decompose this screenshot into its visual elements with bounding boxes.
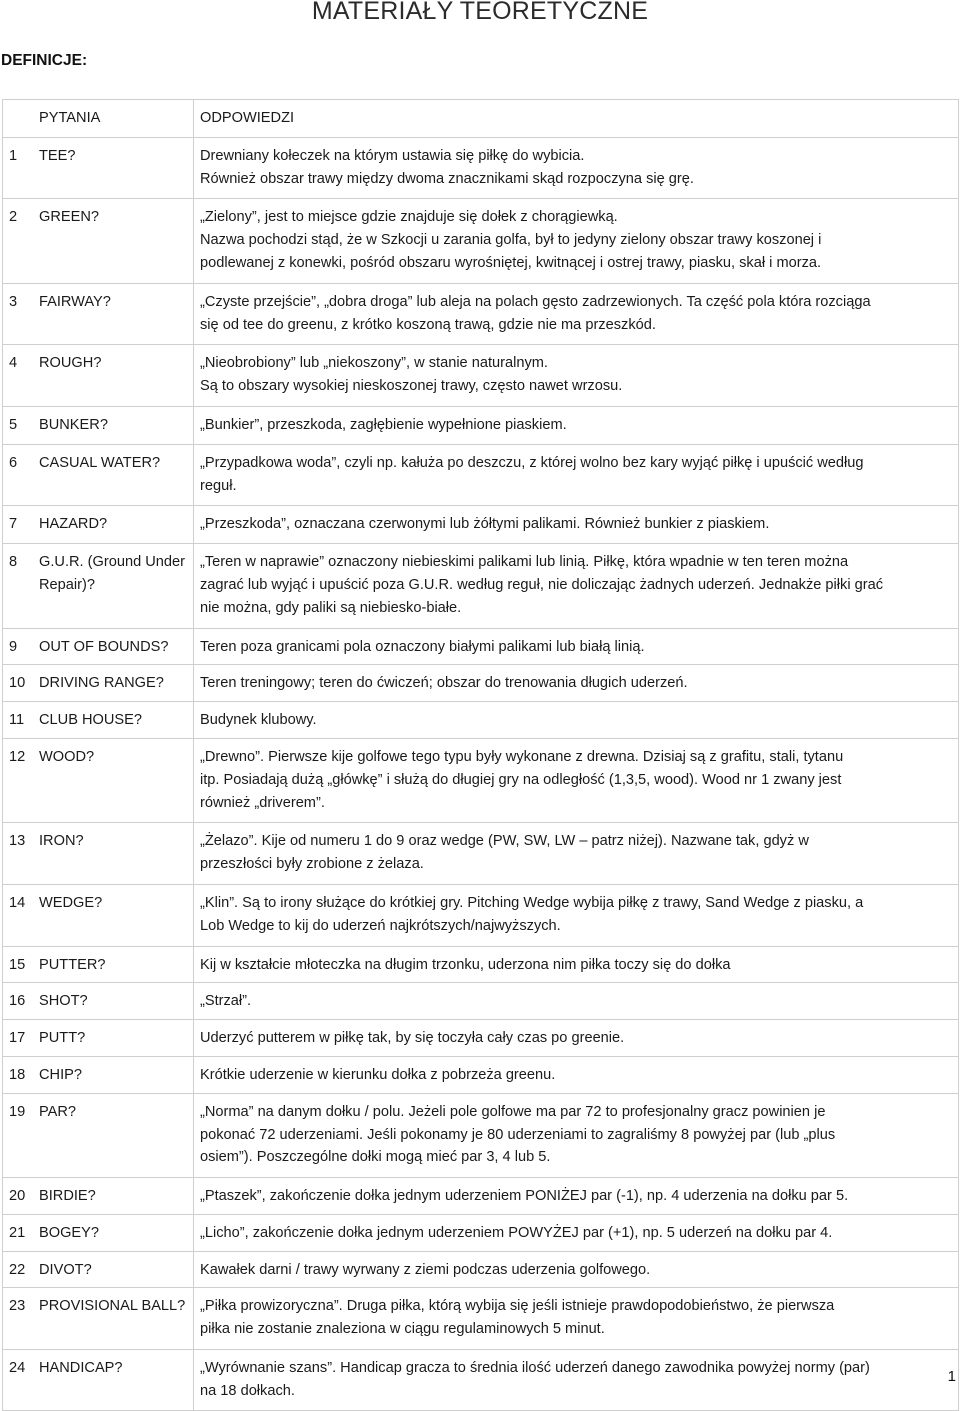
row-answer [194, 738, 959, 822]
row-number: 4 [3, 345, 40, 407]
row-answer [194, 946, 959, 983]
answer-line: „Wyrównanie szans”. Handicap gracza to średnia ilość uderzeń danego zawodnika powyżej normy (par) [200, 1360, 870, 1377]
answer-line: „Licho”, zakończenie dołka jednym uderzeniem POWYŻEJ par (+1), np. 5 uderzeń na dołku par 4. [200, 1224, 833, 1241]
row-number: 12 [3, 738, 40, 822]
section-label: DEFINICJE: [1, 52, 88, 69]
row-number: 22 [3, 1251, 40, 1288]
table-row [3, 1288, 959, 1350]
row-number: 14 [3, 884, 40, 946]
row-answer [194, 702, 959, 739]
table-row [3, 1214, 959, 1251]
answer-line: Kij w kształcie młoteczka na długim trzonku, uderzona nim piłka toczy się do dołka [200, 956, 731, 973]
answer-line: „Przeszkoda”, oznaczana czerwonymi lub żółtymi palikami. Również bunkier z piaskiem. [200, 516, 770, 533]
row-number: 13 [3, 823, 40, 885]
answer-line: „Strzał”. [200, 993, 252, 1010]
table-row [3, 345, 959, 407]
row-question: PAR? [39, 1093, 194, 1177]
answer-line: Krótkie uderzenie w kierunku dołka z pobrzeża greenu. [200, 1066, 556, 1083]
row-answer [194, 665, 959, 702]
row-number: 23 [3, 1288, 40, 1350]
answer-line: piłka nie zostanie znaleziona w ciągu regulaminowych 5 minut. [200, 1321, 605, 1338]
row-answer [194, 1093, 959, 1177]
answer-line: nie można, gdy paliki są niebiesko-białe. [200, 599, 462, 616]
row-answer [194, 1288, 959, 1350]
row-question: PROVISIONAL BALL? [39, 1288, 194, 1350]
answer-line: „Klin”. Są to irony służące do krótkiej gry. Pitching Wedge wybija piłkę z trawy, Sand Wedge z piasku, a [200, 894, 864, 911]
page-number: 1 [947, 1368, 956, 1385]
row-answer [194, 884, 959, 946]
table-row [3, 506, 959, 544]
row-answer [194, 1178, 959, 1215]
table-row [3, 199, 959, 283]
row-number: 11 [3, 702, 40, 739]
answer-line: Teren treningowy; teren do ćwiczeń; obszar do trenowania długich uderzeń. [200, 675, 688, 692]
row-answer [194, 1056, 959, 1093]
table-row [3, 628, 959, 665]
answer-line: „Zielony”, jest to miejsce gdzie znajduje się dołek z chorągiewką. [200, 209, 618, 226]
row-question: FAIRWAY? [39, 283, 194, 345]
table-row [3, 884, 959, 946]
table-row [3, 702, 959, 739]
answer-line: „Ptaszek”, zakończenie dołka jednym uderzeniem PONIŻEJ par (-1), np. 4 uderzenia na dołku par 5. [200, 1188, 849, 1205]
row-question: CHIP? [39, 1056, 194, 1093]
answer-line: „Przypadkowa woda”, czyli np. kałuża po deszczu, z której wolno bez kary wyjąć piłkę i upuścić według [200, 454, 864, 471]
answer-line: podlewanej z konewki, pośród obszaru wyrośniętej, kwitnącej i ostrej trawy, piasku, skał i morza. [200, 254, 822, 271]
row-number: 5 [3, 406, 40, 444]
row-number: 6 [3, 444, 40, 506]
row-question: GREEN? [39, 199, 194, 283]
row-question: WOOD? [39, 738, 194, 822]
row-answer [194, 506, 959, 544]
glossary-table-body [3, 100, 959, 1411]
row-number: 19 [3, 1093, 40, 1177]
row-answer [194, 823, 959, 885]
row-answer [194, 345, 959, 407]
answer-line: Lob Wedge to kij do uderzeń najkrótszych/najwyższych. [200, 917, 561, 934]
answer-line: Są to obszary wysokiej nieskoszonej trawy, często nawet wrzosu. [200, 378, 623, 395]
row-number: 2 [3, 199, 40, 283]
header-answer: ODPOWIEDZI [194, 100, 959, 138]
row-number: 21 [3, 1214, 40, 1251]
answer-line: na 18 dołkach. [200, 1382, 295, 1399]
row-question: ROUGH? [39, 345, 194, 407]
row-answer [194, 444, 959, 506]
row-question: BOGEY? [39, 1214, 194, 1251]
row-question: OUT OF BOUNDS? [39, 628, 194, 665]
row-question: BUNKER? [39, 406, 194, 444]
answer-line: „Nieobrobiony” lub „niekoszony”, w stanie naturalnym. [200, 355, 548, 372]
answer-line: Drewniany kołeczek na którym ustawia się piłkę do wybicia. [200, 147, 585, 164]
answer-line: „Żelazo”. Kije od numeru 1 do 9 oraz wedge (PW, SW, LW – patrz niżej). Nazwane tak, gdyż w [200, 833, 809, 850]
row-question: G.U.R. (Ground Under Repair)? [39, 544, 194, 628]
row-answer [194, 544, 959, 628]
answer-line: się od tee do greenu, z krótko koszoną trawą, gdzie nie ma przeszkód. [200, 316, 656, 333]
answer-line: pokonać 72 uderzeniami. Jeśli pokonamy je 80 uderzeniami to zagraliśmy 8 powyżej par (lub „plus [200, 1126, 836, 1143]
row-answer [194, 406, 959, 444]
row-question: IRON? [39, 823, 194, 885]
table-row [3, 406, 959, 444]
answer-line: Budynek klubowy. [200, 712, 317, 729]
row-number: 17 [3, 1020, 40, 1057]
row-question: BIRDIE? [39, 1178, 194, 1215]
row-question: CASUAL WATER? [39, 444, 194, 506]
table-row [3, 1056, 959, 1093]
table-row [3, 946, 959, 983]
page-title: MATERIAŁY TEORETYCZNE [311, 0, 649, 25]
answer-line: Kawałek darni / trawy wyrwany z ziemi podczas uderzenia golfowego. [200, 1261, 651, 1278]
table-row [3, 665, 959, 702]
row-answer [194, 1350, 959, 1411]
row-number: 8 [3, 544, 40, 628]
row-question: PUTT? [39, 1020, 194, 1057]
table-row [3, 444, 959, 506]
answer-line: Również obszar trawy między dwoma znacznikami skąd rozpoczyna się grę. [200, 170, 694, 187]
table-row [3, 1093, 959, 1177]
row-question: HANDICAP? [39, 1350, 194, 1411]
row-question: DRIVING RANGE? [39, 665, 194, 702]
row-number: 24 [3, 1350, 40, 1411]
row-question: SHOT? [39, 983, 194, 1020]
row-number: 9 [3, 628, 40, 665]
row-answer [194, 137, 959, 199]
table-row [3, 137, 959, 199]
row-number: 7 [3, 506, 40, 544]
answer-line: reguł. [200, 477, 237, 494]
answer-line: „Czyste przejście”, „dobra droga” lub aleja na polach gęsto zadrzewionych. Ta część pola która rozciąga [200, 293, 871, 310]
row-answer [194, 1251, 959, 1288]
answer-line: Nazwa pochodzi stąd, że w Szkocji u zarania golfa, był to jedyny zielony obszar trawy koszonej i [200, 232, 822, 249]
answer-line: „Teren w naprawie” oznaczony niebieskimi palikami lub linią. Piłkę, która wpadnie w ten teren można [200, 554, 849, 571]
row-question: WEDGE? [39, 884, 194, 946]
row-number: 18 [3, 1056, 40, 1093]
row-answer [194, 283, 959, 345]
row-question: TEE? [39, 137, 194, 199]
answer-line: zagrać lub wyjąć i upuścić poza G.U.R. według reguł, nie doliczając żadnych uderzeń. Jednakże piłki grać [200, 576, 884, 593]
answer-line: również „driverem”. [200, 794, 325, 811]
row-number: 3 [3, 283, 40, 345]
row-number: 10 [3, 665, 40, 702]
table-header-row [3, 100, 959, 138]
table-row [3, 823, 959, 885]
table-row [3, 1350, 959, 1411]
row-number: 16 [3, 983, 40, 1020]
glossary-table [2, 99, 959, 1411]
answer-line: Uderzyć putterem w piłkę tak, by się toczyła cały czas po greenie. [200, 1030, 625, 1047]
table-row [3, 1178, 959, 1215]
table-row [3, 544, 959, 628]
row-answer [194, 628, 959, 665]
row-answer [194, 199, 959, 283]
header-question: PYTANIA [39, 100, 194, 138]
row-question: PUTTER? [39, 946, 194, 983]
row-question: CLUB HOUSE? [39, 702, 194, 739]
answer-line: itp. Posiadają dużą „główkę” i służą do długiej gry na odległość (1,3,5, wood). Wood nr 1 zwany jest [200, 771, 842, 788]
row-number: 20 [3, 1178, 40, 1215]
table-row [3, 738, 959, 822]
row-question: HAZARD? [39, 506, 194, 544]
answer-line: „Piłka prowizoryczna”. Druga piłka, którą wybija się jeśli istnieje prawdopodobieństwo, że pierwsza [200, 1298, 835, 1315]
table-row [3, 1251, 959, 1288]
row-number: 15 [3, 946, 40, 983]
row-answer [194, 1214, 959, 1251]
answer-line: przeszłości były zrobione z żelaza. [200, 856, 424, 873]
answer-line: Teren poza granicami pola oznaczony białymi palikami lub białą linią. [200, 638, 645, 655]
row-answer [194, 1020, 959, 1057]
table-row [3, 1020, 959, 1057]
answer-line: „Bunkier”, przeszkoda, zagłębienie wypełnione piaskiem. [200, 416, 567, 433]
row-answer [194, 983, 959, 1020]
answer-line: osiem”). Poszczególne dołki mogą mieć par 3, 4 lub 5. [200, 1149, 551, 1166]
answer-line: „Drewno”. Pierwsze kije golfowe tego typu były wykonane z drewna. Dzisiaj są z grafitu, stali, tytanu [200, 748, 844, 765]
header-num [3, 100, 40, 138]
row-number: 1 [3, 137, 40, 199]
answer-line: „Norma” na danym dołku / polu. Jeżeli pole golfowe ma par 72 to profesjonalny gracz powinien je [200, 1103, 826, 1120]
table-row [3, 983, 959, 1020]
table-row [3, 283, 959, 345]
row-question: DIVOT? [39, 1251, 194, 1288]
